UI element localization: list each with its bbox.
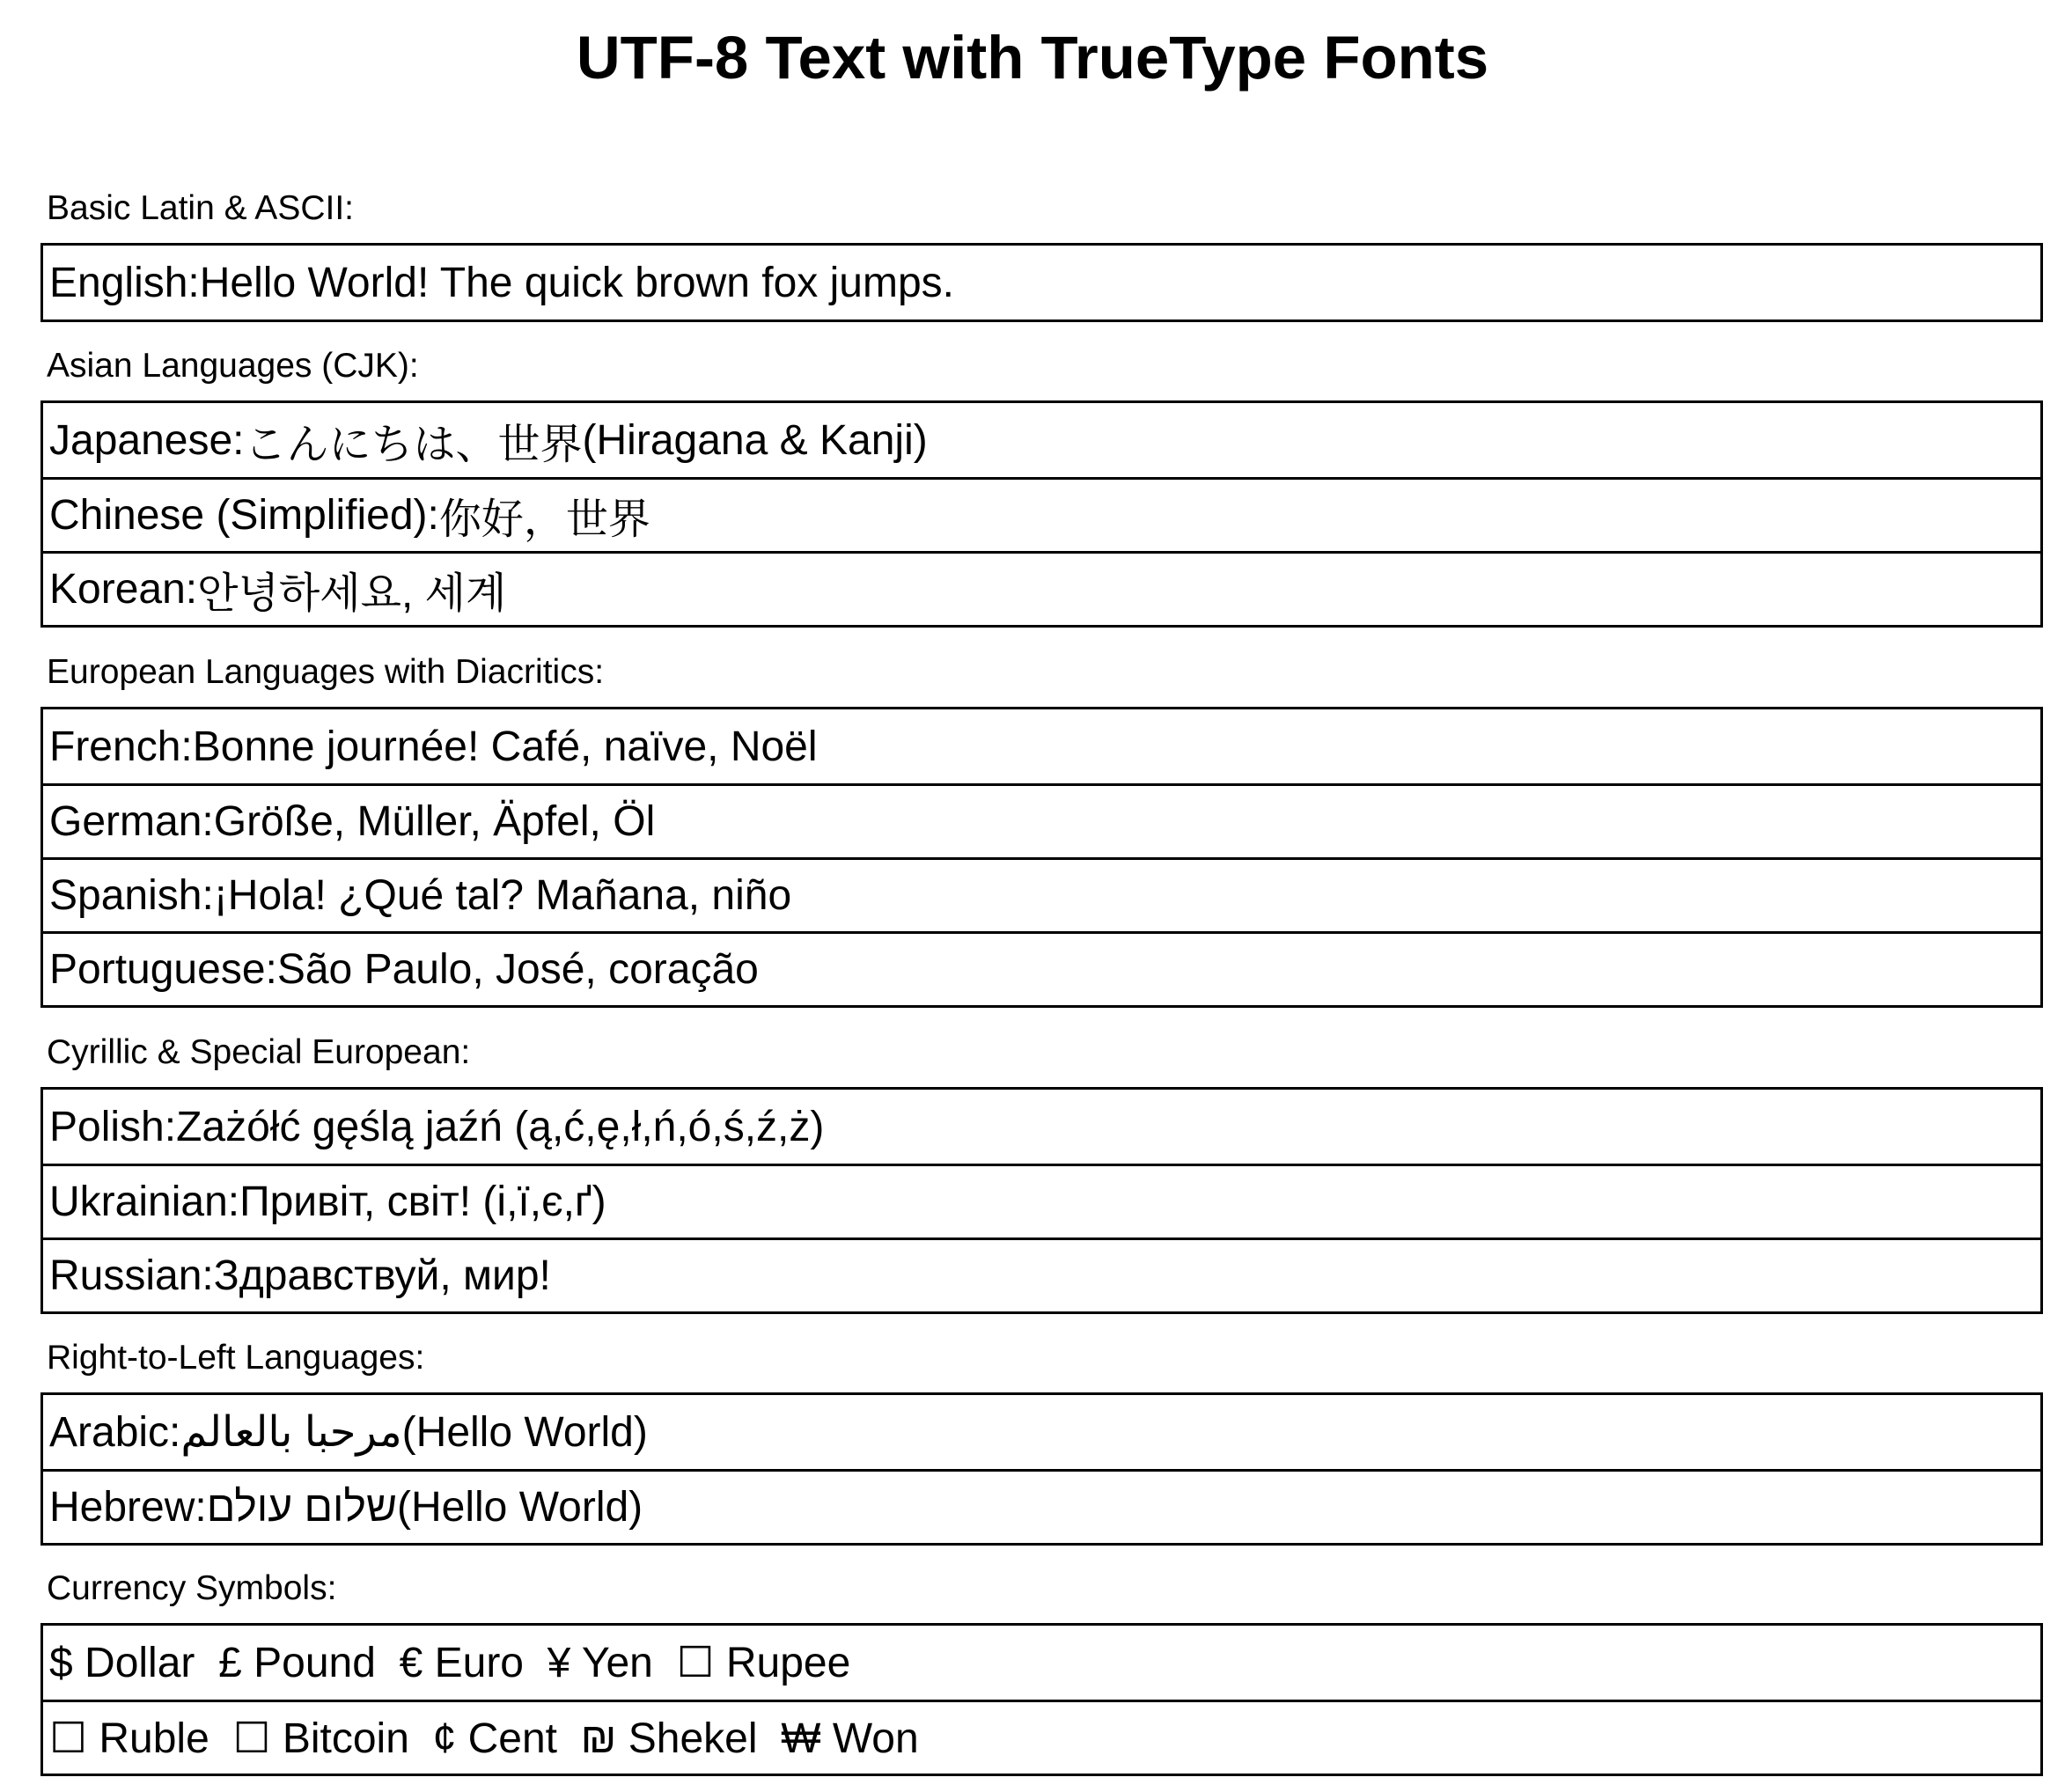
row-prefix: Korean: [49, 566, 198, 613]
text-row-japanese [43, 403, 2040, 477]
text-box-rtl-languages [40, 1392, 2043, 1546]
section-label-currency-symbols: Currency Symbols: [47, 1569, 337, 1607]
row-native-text: 안녕하세요, 세계 [197, 570, 507, 617]
text-row-currency-1 [43, 1626, 2040, 1700]
text-row-german [43, 783, 2040, 857]
row-native-text: ¡Hola! ¿Qué tal? Mañana, niño [213, 872, 792, 919]
row-native-text: שלום עולם [206, 1484, 397, 1531]
row-native-text: Zażółć gęślą jaźń (ą,ć,ę,ł,ń,ó,ś,ź,ż) [176, 1103, 825, 1150]
text-row-portuguese [43, 931, 2040, 1005]
page-title: UTF-8 Text with TrueType Fonts [576, 24, 1489, 92]
row-native-text: Größe, Müller, Äpfel, Öl [213, 798, 656, 845]
row-prefix: English: [49, 259, 200, 306]
text-row-currency-2 [43, 1700, 2040, 1774]
text-row-russian [43, 1238, 2040, 1311]
row-prefix: Hebrew: [49, 1484, 207, 1531]
row-native-text: Здравствуй, мир! [213, 1252, 551, 1299]
text-row-korean [43, 551, 2040, 625]
text-row-arabic [43, 1395, 2040, 1469]
section-label-rtl-languages: Right-to-Left Languages: [47, 1339, 425, 1377]
row-prefix: Polish: [49, 1103, 177, 1150]
row-prefix: Arabic: [49, 1408, 181, 1456]
row-native-text: 你好，世界 [438, 496, 650, 543]
text-box-basic-latin [40, 243, 2043, 322]
row-prefix: Ukrainian: [49, 1179, 240, 1225]
section-label-basic-latin: Basic Latin & ASCII: [47, 189, 355, 227]
row-native-text: São Paulo, José, coração [276, 946, 759, 993]
row-prefix: Japanese: [49, 416, 245, 464]
text-box-cyrillic [40, 1087, 2043, 1314]
row-native-text: Bonne journée! Café, naïve, Noël [192, 723, 818, 770]
row-native-text: ☐ Ruble ☐ Bitcoin ¢ Cent ₪ Shekel ₩ Won [49, 1715, 919, 1762]
row-prefix: German: [49, 798, 214, 845]
row-gloss: (Hello World) [401, 1408, 648, 1456]
section-label-european-languages: European Languages with Diacritics: [47, 653, 605, 691]
row-prefix: French: [49, 723, 193, 770]
row-prefix: Portuguese: [49, 946, 277, 993]
row-native-text: $ Dollar £ Pound € Euro ¥ Yen ☐ Rupee [49, 1640, 851, 1686]
text-row-english [43, 246, 2040, 319]
row-gloss: (Hello World) [397, 1484, 643, 1531]
text-box-european-languages [40, 707, 2043, 1008]
text-row-spanish [43, 857, 2040, 931]
section-label-cyrillic: Cyrillic & Special European: [47, 1033, 471, 1071]
text-row-ukrainian [43, 1164, 2040, 1238]
row-native-text: Hello World! The quick brown fox jumps. [199, 259, 955, 306]
text-row-polish [43, 1090, 2040, 1164]
section-label-asian-languages: Asian Languages (CJK): [47, 347, 419, 385]
row-prefix: Spanish: [49, 872, 214, 919]
text-row-chinese [43, 477, 2040, 551]
row-prefix: Chinese (Simplified): [49, 492, 439, 539]
row-native-text: Привіт, світ! (і,ї,є,ґ) [239, 1179, 606, 1225]
text-box-asian-languages [40, 400, 2043, 628]
row-prefix: Russian: [49, 1252, 214, 1299]
text-box-currency-symbols [40, 1623, 2043, 1776]
row-native-text: こんにちは、世界 [244, 421, 583, 468]
row-native-text: مرحبا بالعالم [180, 1409, 402, 1456]
text-row-hebrew [43, 1469, 2040, 1543]
text-row-french [43, 709, 2040, 783]
row-gloss: (Hiragana & Kanji) [582, 416, 928, 464]
